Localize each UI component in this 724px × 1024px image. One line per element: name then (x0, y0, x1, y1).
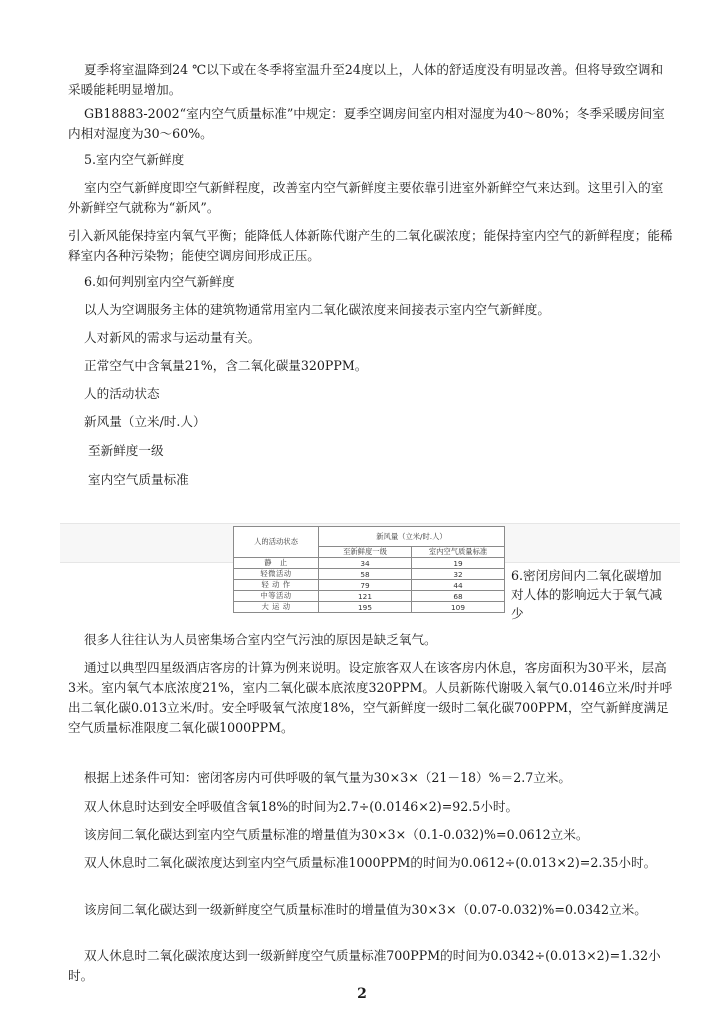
table-cell-activity: 中等活动 (234, 591, 319, 602)
table-cell-fresh: 121 (319, 591, 412, 602)
table-cell-activity: 轻 动 作 (234, 580, 319, 591)
table-row (234, 580, 505, 591)
paragraph-temperature: 夏季将室温降到24 ℃以下或在冬季将室温升至24度以上，人体的舒适度没有明显改善。但将导致空调和采暖能耗明显增加。 (68, 62, 664, 97)
table-cell-activity: 轻微活动 (234, 569, 319, 580)
table-row (234, 558, 505, 569)
paragraph-co2-increment-level-one: 该房间二氧化碳达到一级新鲜度空气质量标准时的增量值为30×3×（0.07-0.032)%=0.0342立米。 (84, 902, 647, 917)
line-fresh-air-volume: 新风量（立米/时.人） (84, 414, 206, 429)
table-header-freshness: 至新鲜度一级 (319, 547, 412, 558)
table-cell-activity: 静 止 (234, 558, 319, 569)
table-cell-standard: 44 (412, 580, 505, 591)
paragraph-hotel-example: 通过以典型四星级酒店客房的计算为例来说明。设定旅客双人在该客房内休息，客房面积为30平米，层高3米。室内氧气本底浓度21%，室内二氧化碳本底浓度320PPM。人员新陈代谢吸入氧气0.0146立米/时并呼出二氧化碳0.013立米/时。安全呼吸氧气浓度18%，空气新鲜度一级时二氧化碳700PPM，空气新鲜度满足空气质量标准限度二氧化碳1000PPM。 (68, 660, 673, 735)
table-row (234, 591, 505, 602)
paragraph-humidity-standard: GB18883-2002“室内空气质量标准”中规定：夏季空调房间室内相对湿度为40～80%；冬季采暖房间室内相对湿度为30～60%。 (68, 106, 665, 141)
paragraph-normal-air: 正常空气中含氧量21%，含二氧化碳量320PPM。 (84, 358, 368, 373)
table-row (234, 569, 505, 580)
paragraph-co2-time-standard: 双人休息时二氧化碳浓度达到室内空气质量标准1000PPM的时间为0.0612÷(0.013×2)=2.35小时。 (84, 855, 657, 870)
fresh-air-table (233, 526, 505, 613)
paragraph-co2-increment-standard: 该房间二氧化碳达到室内空气质量标准的增量值为30×3×（0.1-0.032)%=0.0612立米。 (84, 827, 589, 842)
table-cell-standard: 68 (412, 591, 505, 602)
paragraph-activity-demand: 人对新风的需求与运动量有关。 (84, 330, 261, 345)
table-cell-fresh: 58 (319, 569, 412, 580)
paragraph-oxygen-misconception: 很多人往往认为人员密集场合室内空气污浊的原因是缺乏氧气。 (84, 632, 437, 647)
side-heading-co2-vs-oxygen: 6.密闭房间内二氧化碳增加对人体的影响远大于氧气减少 (511, 568, 663, 621)
line-activity-state: 人的活动状态 (84, 386, 160, 401)
table-header-standard: 室内空气质量标准 (412, 547, 505, 558)
paragraph-oxygen-available: 根据上述条件可知：密闭客房内可供呼吸的氧气量为30×3×（21－18）%＝2.7立米。 (84, 770, 571, 785)
paragraph-co2-time-level-one: 双人休息时二氧化碳浓度达到一级新鲜度空气质量标准700PPM的时间为0.0342÷(0.013×2)=1.32小时。 (68, 948, 661, 983)
section-heading-6: 6.如何判别室内空气新鲜度 (84, 274, 235, 289)
line-air-quality-standard: 室内空气质量标准 (88, 472, 189, 487)
table-cell-standard: 19 (412, 558, 505, 569)
table-cell-standard: 32 (412, 569, 505, 580)
table-cell-fresh: 195 (319, 602, 412, 613)
table-cell-standard: 109 (412, 602, 505, 613)
paragraph-oxygen-time: 双人休息时达到安全呼吸值含氧18%的时间为2.7÷(0.0146×2)=92.5小时。 (84, 799, 519, 814)
page-number: 2 (357, 986, 367, 1002)
table-cell-fresh: 34 (319, 558, 412, 569)
line-freshness-level-one: 至新鲜度一级 (88, 443, 164, 458)
table-cell-fresh: 79 (319, 580, 412, 591)
table-cell-activity: 大 运 动 (234, 602, 319, 613)
paragraph-freshness-definition: 室内空气新鲜度即空气新鲜程度，改善室内空气新鲜度主要依靠引进室外新鲜空气来达到。这里引入的室外新鲜空气就称为“新风”。 (68, 180, 664, 215)
table-header-activity: 人的活动状态 (234, 527, 319, 558)
section-heading-5: 5.室内空气新鲜度 (84, 152, 185, 167)
paragraph-fresh-air-benefits: 引入新风能保持室内氧气平衡；能降低人体新陈代谢产生的二氧化碳浓度；能保持室内空气的新鲜程度；能稀释室内各种污染物；能使空调房间形成正压。 (68, 228, 673, 263)
table-header-fresh-air: 新风量（立米/时.人） (319, 527, 505, 547)
paragraph-co2-indicator: 以人为空调服务主体的建筑物通常用室内二氧化碳浓度来间接表示室内空气新鲜度。 (84, 302, 550, 317)
table-row (234, 602, 505, 613)
